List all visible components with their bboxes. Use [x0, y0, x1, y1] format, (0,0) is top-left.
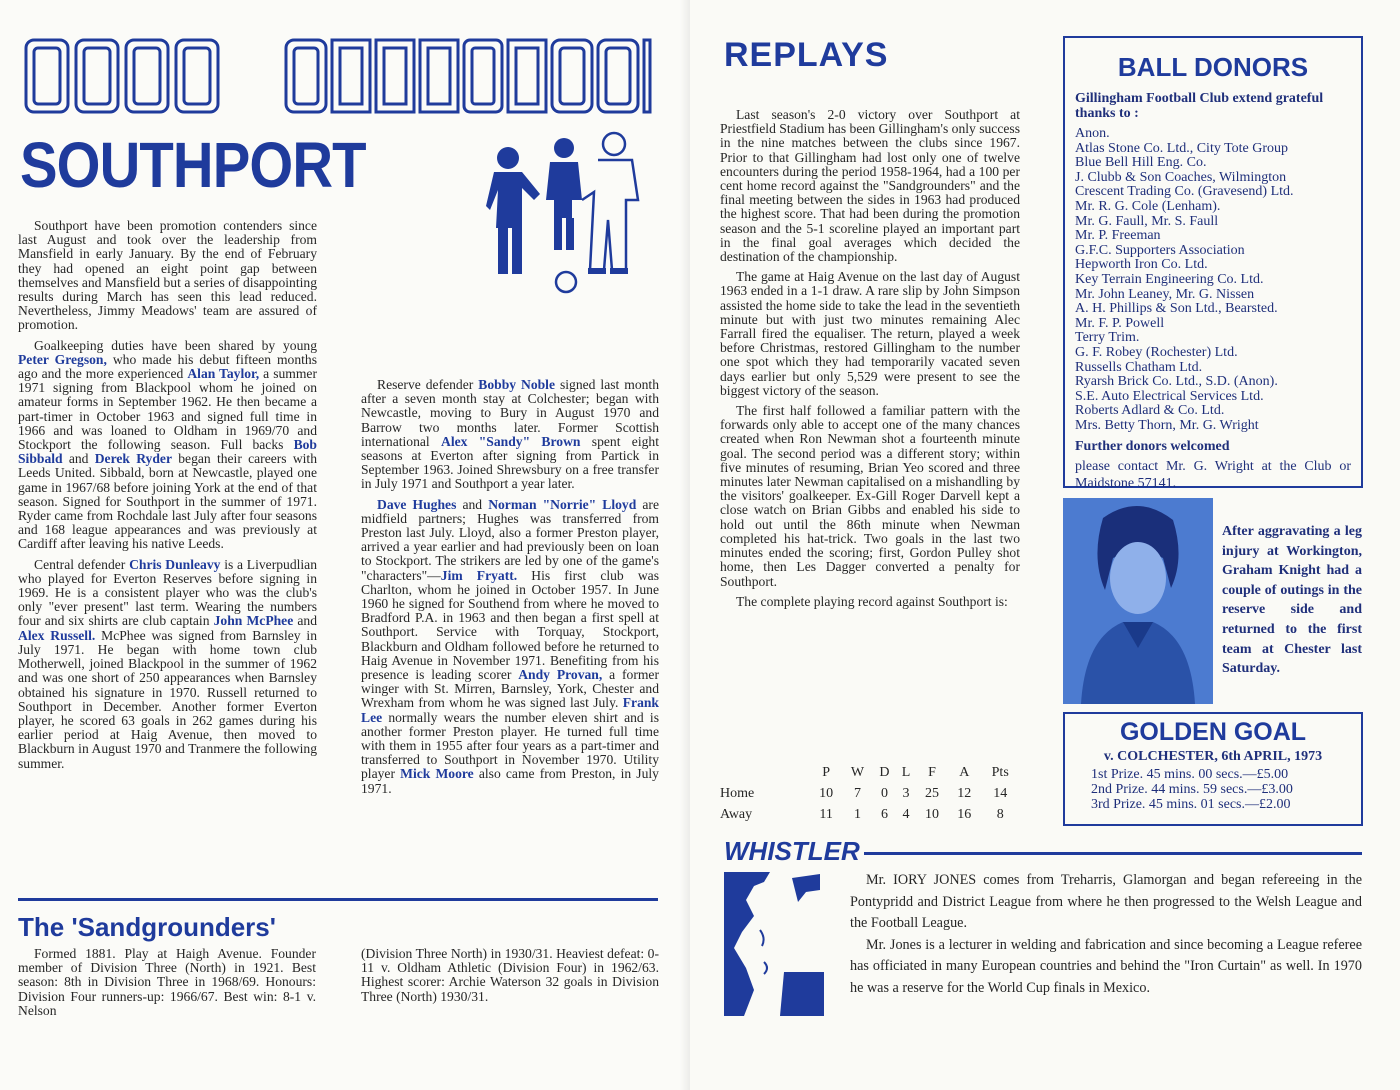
ball-donors-box	[1063, 36, 1363, 492]
player-name: Mick Moore	[400, 766, 474, 782]
player-portrait-icon	[1063, 498, 1213, 704]
team-name-title: SOUTHPORT	[20, 129, 366, 201]
prize-line: 3rd Prize. 45 mins. 01 secs.—£2.00	[1091, 797, 1291, 812]
prize-line: 2nd Prize. 44 mins. 59 secs.—£3.00	[1091, 782, 1293, 797]
replays-title: REPLAYS	[724, 36, 889, 74]
whistler-rule	[864, 852, 1362, 855]
section-divider	[18, 898, 658, 901]
record-cell: 10	[925, 806, 939, 822]
text-run: also came from Preston, in July 1971.	[361, 766, 659, 796]
donor-item: Mr. F. P. Powell	[1075, 315, 1165, 331]
player-name: Frank Lee	[361, 695, 659, 725]
whistler-paragraph-1: Mr. IORY JONES comes from Treharris, Glamorgan and began refereeing in the Pontypridd and District League from where he then progressed to the Welsh League and the Football League.	[850, 872, 1362, 931]
donor-item: Crescent Trading Co. (Gravesend) Ltd.	[1075, 184, 1294, 200]
record-header-row	[720, 762, 1020, 783]
text-run: spent eight seasons at Everton after signing from Partick in September 1963. Joined Shrewsbury on a free transfer in July 1971 and Southport a year later.	[361, 433, 659, 492]
good-afternoon-outline-letters	[22, 36, 652, 116]
whistler-paragraph-2: Mr. Jones is a lecturer in welding and fabrication and since becoming a League referee has officiated in many European countries and behind the "Iron Curtain" as well. In 1970 he was a reserve for the World Cup finals in Mexico.	[850, 936, 1362, 996]
sandgrounders-text-2: (Division Three North) in 1930/31. Heaviest defeat: 0-11 v. Oldham Athletic (Division Four) in 1962/63. Highest scorer: Archie Waterson 32 goals in Division Three (North) 1930/31.	[361, 946, 659, 1004]
text-run: signed last month after a seven month stay at Colchester; began with Newcastle, moving to Bury in August 1970 and Barrow two months later. Former Scottish international	[361, 377, 660, 449]
sandgrounders-title: The 'Sandgrounders'	[18, 912, 276, 942]
record-header: F	[928, 764, 936, 780]
replays-paragraph-4: The complete playing record against Southport is:	[736, 593, 1008, 609]
replays-paragraph-3: The first half followed a familiar pattern with the forwards only able to accept one of the many chances created when Ron Newman shot a fourteenth minute goal. The second period was a different story; within five minutes of resuming, Brian Yeo scored and three minutes later Newman capitalised on a mishandling by the visitors' goalkeeper. Ex-Gill Roger Darvell kept a close watch on Brian Gibbs and enabled his side to hold out until the 86th minute when Newman completed his hat-trick. Two goals in the last two minutes ended the scoring; first, Gordon Pulley shot home, then Les Dagger converted a penalty for Southport.	[720, 403, 1020, 589]
donor-item: Key Terrain Engineering Co. Ltd.	[1075, 271, 1264, 287]
handshake-illustration	[486, 130, 656, 300]
donor-item: G.F.C. Supporters Association	[1075, 242, 1245, 258]
ball-donors-intro: Gillingham Football Club extend grateful thanks to :	[1075, 91, 1324, 121]
donor-item: Atlas Stone Co. Ltd., City Tote Group	[1075, 140, 1289, 156]
donor-item: Mr. R. G. Cole (Lenham).	[1075, 198, 1221, 214]
record-cell: 8	[996, 806, 1004, 822]
donor-item: J. Clubb & Son Coaches, Wilmington	[1075, 169, 1287, 185]
further-donors-label: Further donors welcomed	[1075, 439, 1230, 455]
defenders-paragraph	[18, 558, 317, 771]
record-cell: 12	[957, 785, 972, 801]
player-name: Jim Fryatt.	[440, 567, 518, 583]
record-header	[720, 762, 810, 783]
record-header: A	[959, 764, 970, 780]
record-cell: 14	[993, 785, 1008, 801]
sandgrounders-col-2	[361, 947, 659, 1010]
record-header: W	[850, 764, 865, 780]
record-cell: 1	[854, 806, 862, 822]
donor-contact: please contact Mr. G. Wright at the Club or Maidstone 57141.	[1075, 459, 1351, 492]
photo-caption: After aggravating a leg injury at Workington, Graham Knight had a couple of outings in the reserve side and returned to the first team at Chester last Saturday.	[1222, 524, 1362, 677]
player-name: Derek Ryder	[94, 451, 172, 467]
donor-item: Mr. P. Freeman	[1075, 228, 1161, 244]
donor-item: A. H. Phillips & Son Ltd., Bearsted.	[1075, 301, 1278, 317]
text-run: who made his debut fifteen months ago and the more experienced	[18, 351, 317, 382]
record-cell: Away	[720, 806, 753, 822]
record-cell: 6	[880, 806, 888, 822]
record-cell: 25	[925, 785, 939, 801]
text-run: a summer 1971 signing from Blackpool whom he joined on amateur forms in September 1962. He then became a part-timer in October 1963 and signed full time in 1966 and was loaned to Oldham in 1969/70 and Stockport the following season. Full backs	[18, 366, 317, 453]
intro-paragraph: Southport have been promotion contenders since last August and took over the leadership from Mansfield in early January. By the end of February they had opened an eight point gap between themselves and Mansfield but a series of disappointing results during March has seen this lead reduced. Nevertheless, Jimmy Meadows' team are assured of promotion.	[18, 218, 317, 333]
text-run: are midfield partners; Hughes was transferred from Preston last July. Lloyd, also a former Preston player, arrived a year earlier and had previously been on loan to Stockport. The strikers are led by one of the game's "characters"—	[361, 496, 659, 583]
sandgrounders-col-1	[18, 947, 316, 1024]
donor-item: Anon.	[1075, 126, 1110, 141]
record-cell: 4	[902, 806, 910, 822]
text-run: and	[62, 451, 95, 467]
replays-column	[720, 108, 1020, 615]
player-name: Chris Dunleavy	[129, 556, 221, 572]
donor-item: Mr. G. Faull, Mr. S. Faull	[1075, 213, 1219, 229]
donor-item: Hepworth Iron Co. Ltd.	[1075, 257, 1208, 273]
ball-donors-title: BALL DONORS	[1117, 52, 1309, 82]
donor-item: Terry Trim.	[1075, 330, 1140, 346]
donor-item: S.E. Auto Electrical Services Ltd.	[1075, 388, 1264, 404]
referee-whistle-icon	[724, 872, 824, 1016]
record-header: Pts	[991, 764, 1009, 780]
player-name: Peter Gregson,	[18, 351, 107, 367]
midfield-paragraph	[361, 498, 659, 796]
good-afternoon-heading	[22, 36, 652, 116]
donor-item: Blue Bell Hill Eng. Co.	[1075, 155, 1207, 171]
replays-paragraph-2: The game at Haig Avenue on the last day of August 1963 ended in a 1-1 draw. A rare slip by John Simpson assisted the home side to take the lead in the seventieth minute but with just two minutes remaining Alec Farrall fired the equaliser. The return, played a week before Christmas, restored Gillingham to the number one spot which they had temporarily vacated seven days earlier but only 5,529 were present to see the biggest victory of the season.	[720, 269, 1020, 398]
text-run: a former winger with St. Mirren, Barnsley, York, Chester and Wrexham from whom he was signed last July.	[361, 667, 659, 711]
record-row-away	[720, 804, 1020, 825]
playing-record-table	[720, 762, 1020, 825]
donor-item: Mrs. Betty Thorn, Mr. G. Wright	[1075, 417, 1259, 433]
record-header: P	[822, 764, 831, 780]
ball-donors-list	[1075, 127, 1351, 433]
record-cell: 3	[902, 785, 910, 801]
players-handshake-icon	[486, 130, 656, 300]
right-page	[690, 0, 1400, 1090]
golden-goal-subtitle: v. COLCHESTER, 6th APRIL, 1973	[1103, 749, 1323, 764]
player-name: Andy Provan,	[518, 667, 603, 683]
donor-item: Mr. John Leaney, Mr. G. Nissen	[1075, 286, 1255, 302]
goalkeepers-paragraph	[18, 339, 317, 552]
sandgrounders-text-1: Formed 1881. Play at Haigh Avenue. Founder member of Division Three (North) in 1921. Best season: 8th in Division Three in 1968/69. Honours: Division Four runners-up: 1966/67. Best win: 8-1 v. Nelson	[18, 946, 316, 1018]
record-cell: 11	[819, 806, 833, 822]
player-name: Bobby Noble	[478, 377, 555, 392]
prize-line: 1st Prize. 45 mins. 00 secs.—£5.00	[1091, 767, 1289, 782]
text-run: is a Liverpudlian who played for Everton Reserves before signing in 1969. He is a consistent player who was the club's only "ever present" last term. Wearing the numbers four and six shirts are club captain	[18, 556, 318, 629]
record-cell: 0	[880, 785, 888, 801]
golden-goal-box	[1063, 712, 1363, 826]
reserves-paragraph	[361, 378, 659, 492]
text-run: and	[293, 613, 317, 629]
golden-goal-title: GOLDEN GOAL	[1119, 718, 1307, 746]
replays-paragraph-1: Last season's 2-0 victory over Southport at Priestfield Stadium has been Gillingham's only success in the nine matches between the clubs since 1967. Prior to that Gillingham had lost only one of twelve encounters during the period 1958-1964, had a 100 per cent home record against the "Sandgrounders" and the final meeting between the sides in 1963 had produced the highest score. That had been during the promotion season and the 5-1 scoreline played an important part in the final goal averages which decided the destination of the championship.	[720, 107, 1020, 265]
graham-knight-photo	[1063, 498, 1213, 704]
player-name: Alex "Sandy" Brown	[441, 433, 581, 449]
player-name: Alex Russell.	[18, 627, 96, 643]
text-run: His first club was Charlton, whom he joined in October 1957. In June 1960 he signed for Southend from where he moved to Bradford P.A. in 1963 and then began a first spell at Southport. Service with Torquay, Stockport, Blackburn and Oldham followed before he returned to Haig Avenue in November 1971. Benefiting from his presence is leading scorer	[361, 567, 659, 683]
player-name: Bob Sibbald	[18, 437, 317, 467]
left-page	[0, 0, 690, 1090]
record-cell: 7	[854, 785, 862, 801]
text-run: Goalkeeping duties have been shared by young	[34, 337, 317, 353]
player-name: John McPhee	[213, 613, 294, 629]
text-run: normally wears the number eleven shirt and is another former Preston player. He turned full time with them in 1955 after four years as a part-timer and transferred to Southport in November 1970. Utility player	[361, 709, 659, 782]
record-cell: Home	[720, 785, 755, 801]
record-cell: 10	[819, 785, 834, 801]
record-row-home	[720, 783, 1020, 804]
whistler-title: WHISTLER	[724, 836, 860, 866]
donor-item: Ryarsh Brick Co. Ltd., S.D. (Anon).	[1075, 374, 1278, 390]
text-run: Reserve defender	[377, 377, 479, 392]
record-cell: 16	[957, 806, 972, 822]
donor-item: Russells Chatham Ltd.	[1075, 359, 1203, 375]
text-run: began their careers with Leeds United. Sibbald, born at Newcastle, played one game in 1967/68 before joining York at the end of that season. Signed for Southport in the summer of 1971. Ryder came from Rochdale last July after four seasons and 168 league appearances and was previously at Cardiff after leaving his native Leeds.	[18, 451, 317, 552]
player-name: Dave Hughes	[377, 496, 457, 512]
referee-sketch	[724, 872, 824, 1016]
donor-item: G. F. Robey (Rochester) Ltd.	[1075, 344, 1238, 360]
southport-column-2	[361, 378, 659, 802]
text-run: Central defender	[34, 556, 130, 572]
player-name: Alan Taylor,	[187, 366, 260, 382]
record-header: D	[879, 764, 890, 780]
record-header: L	[901, 764, 911, 780]
player-name: Norman "Norrie" Lloyd	[488, 496, 637, 512]
donor-item: Roberts Adlard & Co. Ltd.	[1075, 403, 1225, 419]
text-run: and	[456, 496, 489, 512]
whistler-text	[850, 870, 1362, 999]
text-run: McPhee was signed from Barnsley in July 1971. He began with home town club Motherwell, joined Blackpool in the summer of 1962 and was one short of 250 appearances when Barnsley obtained his signature in 1970. Russell returned to Southport in December. Another former Everton player, he scored 63 goals in 262 games during his earlier period at Haig Avenue, then moved to Blackburn in August 1970 and Tranmere the following summer.	[18, 627, 318, 771]
southport-column-1	[18, 219, 317, 777]
